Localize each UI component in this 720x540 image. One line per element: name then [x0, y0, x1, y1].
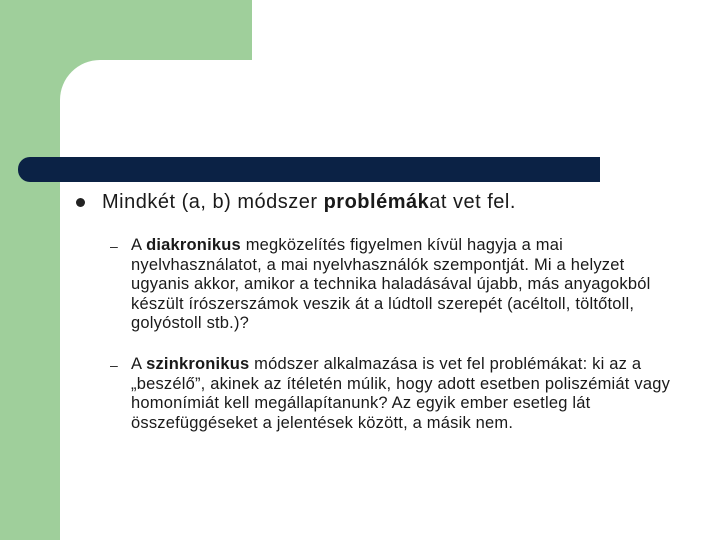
- sub-text-emphasis: szinkronikus: [146, 355, 250, 373]
- sub-text-emphasis: diakronikus: [146, 236, 241, 254]
- sub-text-after: módszer alkalmazása is vet fel problémákat: ki az a „beszélő”, akinek az ítéletén múlik, hogy adott esetben poliszémiát vagy homonímiát kell megállapítanunk? Az egyik ember esetleg lát összefüggéseket a jelentések között, a másik nem.: [131, 355, 671, 432]
- sub-text-before: A: [131, 236, 147, 254]
- dash-icon: –: [110, 357, 118, 373]
- main-text-before: Mindkét (a, b) módszer: [102, 191, 324, 213]
- decor-green-side-strip: [0, 0, 60, 540]
- sub-bullet-text: [131, 355, 676, 433]
- dash-icon: –: [110, 238, 118, 254]
- main-text-after: at vet fel.: [429, 191, 516, 213]
- sub-text-after: megközelítés figyelmen kívül hagyja a mai nyelvhasználatot, a mai nyelvhasználók szempontját. Mi a helyzet ugyanis akkor, amikor a technika haladásával újabb, más anyagokból készült írószerszámok veszik át a lúdtoll szerepét (acéltoll, töltőtoll, golyóstoll stb.)?: [131, 236, 651, 332]
- sub-bullet-text: [131, 236, 676, 334]
- sub-text-before: A: [131, 355, 147, 373]
- bullet-dot-icon: [76, 198, 85, 207]
- title-bar: [18, 157, 600, 182]
- main-text-emphasis: problémák: [323, 191, 430, 213]
- main-bullet-text: [102, 190, 516, 214]
